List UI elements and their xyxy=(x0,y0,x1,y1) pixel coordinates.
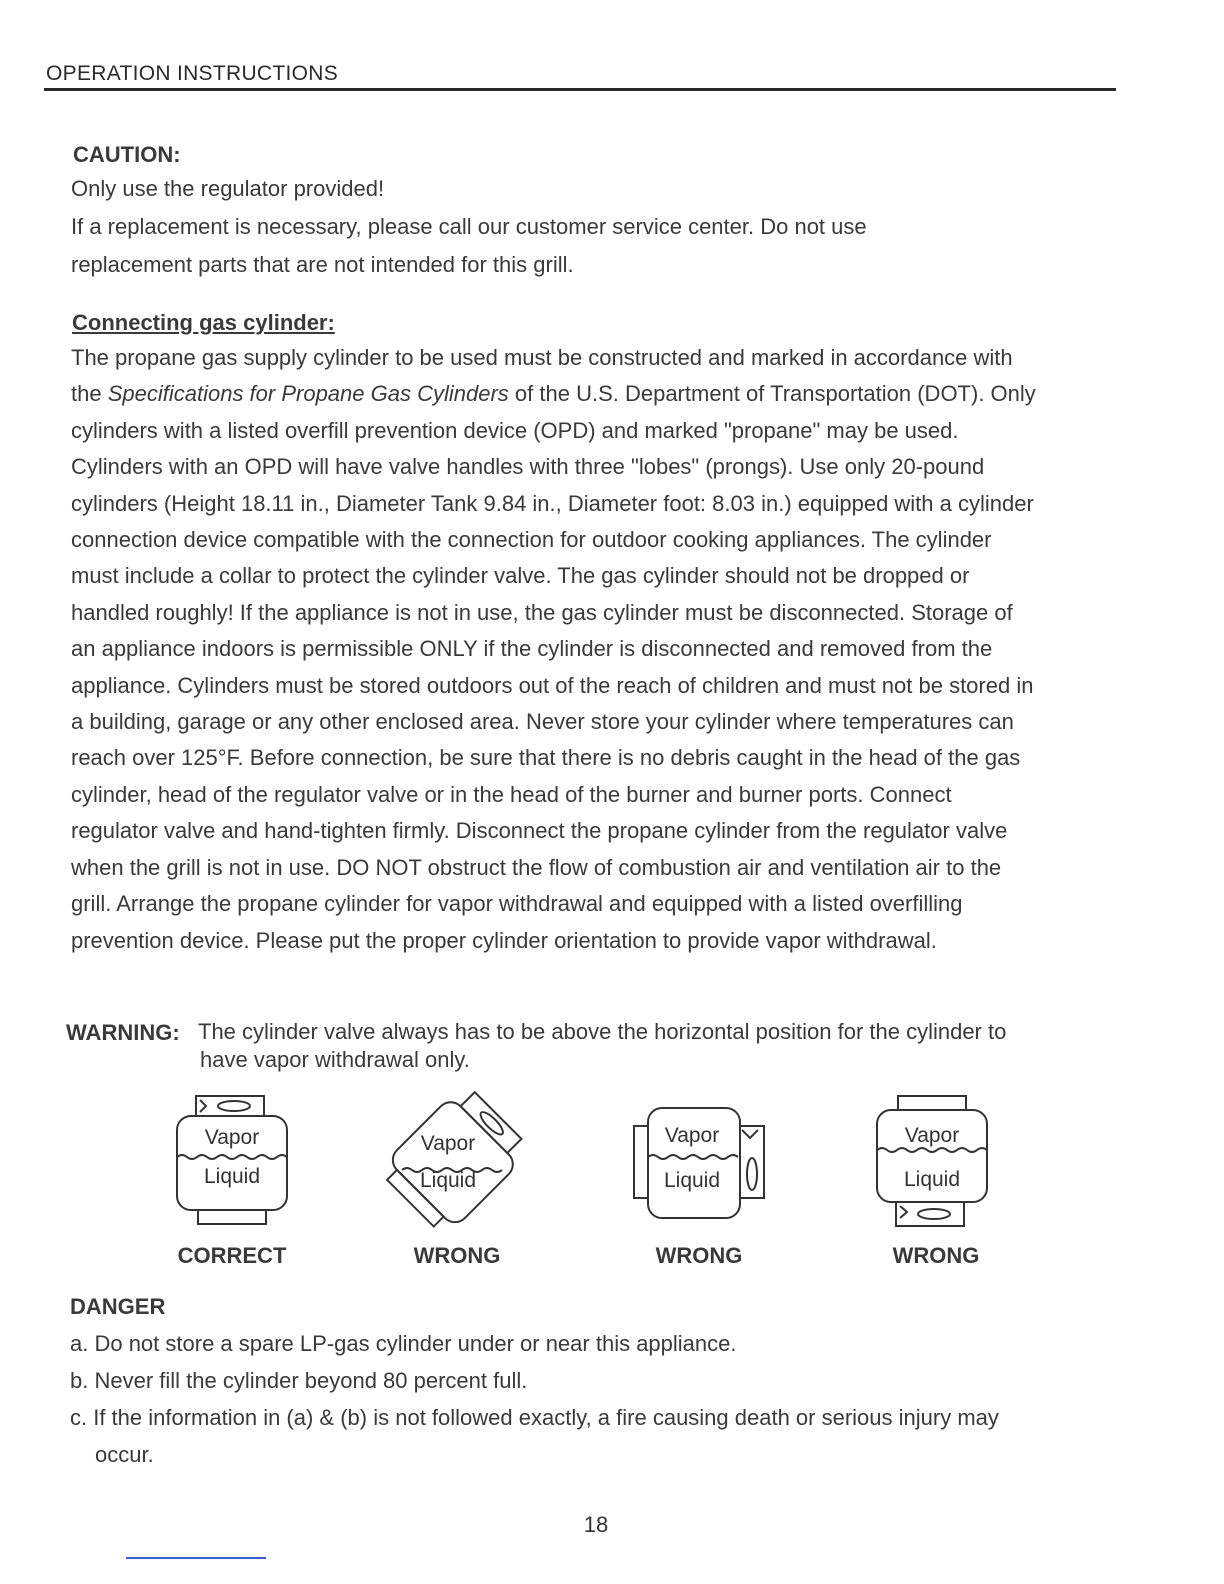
body-line: cylinders (Height 18.11 in., Diameter Tank 9.84 in., Diameter foot: 8.03 in.) equipped with a cylinder xyxy=(71,490,1034,516)
body-line: cylinder, head of the regulator valve or in the head of the burner and burner ports. Connect xyxy=(71,781,952,807)
body-line: Cylinders with an OPD will have valve handles with three "lobes" (prongs). Use only 20-pound xyxy=(71,454,985,480)
danger-list xyxy=(70,1325,999,1473)
cylinder-foot xyxy=(898,1096,966,1110)
liquid-label: Liquid xyxy=(903,1168,961,1191)
valve-outlet xyxy=(218,1101,250,1111)
body-line: reach over 125°F. Before connection, be sure that there is no debris caught in the head of the gas xyxy=(71,745,1021,771)
body-line xyxy=(71,376,1036,412)
body-line: handled roughly! If the appliance is not in use, the gas cylinder must be disconnected. Storage of xyxy=(71,599,1013,625)
cylinder-horizontal-diagram xyxy=(628,1090,773,1230)
valve-handle xyxy=(900,1206,907,1218)
cylinder-foot xyxy=(634,1126,648,1198)
body-line: The propane gas supply cylinder to be used must be constructed and marked in accordance with xyxy=(71,345,1013,370)
body-text: of the U.S. Department of Transportation (DOT). Only xyxy=(508,381,1036,407)
warning-label-text: WARNING: xyxy=(66,1020,180,1045)
liquid-label: Liquid xyxy=(419,1169,477,1192)
liquid-level-line xyxy=(877,1148,987,1152)
page-number: 18 xyxy=(583,1512,609,1537)
body-line: prevention device. Please put the proper cylinder orientation to provide vapor withdrawal. xyxy=(71,927,937,953)
liquid-level-line xyxy=(648,1155,738,1159)
body-line: grill. Arrange the propane cylinder for vapor withdrawal and equipped with a listed overfilling xyxy=(71,891,963,917)
body-line: when the grill is not in use. DO NOT obstruct the flow of combustion air and ventilation air to the xyxy=(71,854,1002,880)
liquid-level-line xyxy=(177,1155,287,1159)
vapor-label: Vapor xyxy=(204,1126,260,1149)
valve-handle xyxy=(742,1130,758,1138)
warning-line-1: The cylinder valve always has to be above the horizontal position for the cylinder to xyxy=(198,1019,1007,1044)
vapor-label: Vapor xyxy=(904,1124,960,1147)
vapor-label: Vapor xyxy=(420,1132,476,1155)
connecting-section-title: Connecting gas cylinder: xyxy=(72,310,335,335)
caution-line: replacement parts that are not intended for this grill. xyxy=(71,252,574,277)
body-line: a building, garage or any other enclosed area. Never store your cylinder where temperatures can xyxy=(71,709,1014,735)
warning-line-2: have vapor withdrawal only. xyxy=(200,1047,470,1072)
diagram-label-correct: CORRECT xyxy=(177,1243,287,1268)
connecting-body xyxy=(71,340,1036,959)
footer-link-line xyxy=(126,1557,266,1559)
danger-item: b. Never fill the cylinder beyond 80 percent full. xyxy=(70,1368,528,1393)
liquid-label: Liquid xyxy=(203,1165,261,1188)
body-line: must include a collar to protect the cylinder valve. The gas cylinder should not be dropped or xyxy=(71,563,970,589)
body-line: regulator valve and hand-tighten firmly. Disconnect the propane cylinder from the regulator valve xyxy=(71,818,1008,844)
diagram-label-wrong: WRONG xyxy=(892,1243,980,1268)
danger-item-continuation: occur. xyxy=(95,1442,154,1467)
danger-item: c. If the information in (a) & (b) is not followed exactly, a fire causing death or serious injury may xyxy=(70,1405,999,1430)
vapor-label: Vapor xyxy=(664,1124,720,1147)
valve-outlet xyxy=(918,1209,950,1219)
body-line: connection device compatible with the connection for outdoor cooking appliances. The cylinder xyxy=(71,527,992,553)
body-line: cylinders with a listed overfill prevention device (OPD) and marked "propane" may be used. xyxy=(71,417,959,443)
cylinder-upright-diagram xyxy=(170,1090,295,1230)
cylinder-tilted-diagram xyxy=(380,1090,540,1240)
caution-line: Only use the regulator provided! xyxy=(71,176,385,201)
caution-line: If a replacement is necessary, please call our customer service center. Do not use xyxy=(71,214,867,239)
page-header-title: OPERATION INSTRUCTIONS xyxy=(46,62,339,85)
cylinder-foot xyxy=(198,1210,266,1224)
diagram-label-wrong: WRONG xyxy=(655,1243,743,1268)
valve-outlet xyxy=(478,1109,506,1137)
cylinder-inverted-diagram xyxy=(870,1090,995,1235)
body-line: appliance. Cylinders must be stored outdoors out of the reach of children and must not be stored in xyxy=(71,672,1034,698)
dot-spec-title: Specifications for Propane Gas Cylinders xyxy=(107,381,509,407)
body-text: the xyxy=(71,381,108,407)
valve-outlet xyxy=(747,1158,757,1190)
liquid-label: Liquid xyxy=(663,1169,721,1192)
danger-item: a. Do not store a spare LP-gas cylinder under or near this appliance. xyxy=(70,1331,737,1356)
diagram-label-wrong: WRONG xyxy=(413,1243,501,1268)
header-divider xyxy=(44,88,1116,91)
danger-title: DANGER xyxy=(70,1294,166,1319)
body-line: an appliance indoors is permissible ONLY if the cylinder is disconnected and removed from the xyxy=(71,636,993,662)
caution-title: CAUTION: xyxy=(73,142,181,167)
caution-text xyxy=(71,170,867,284)
warning-label xyxy=(66,1019,180,1047)
valve-handle xyxy=(200,1100,206,1112)
